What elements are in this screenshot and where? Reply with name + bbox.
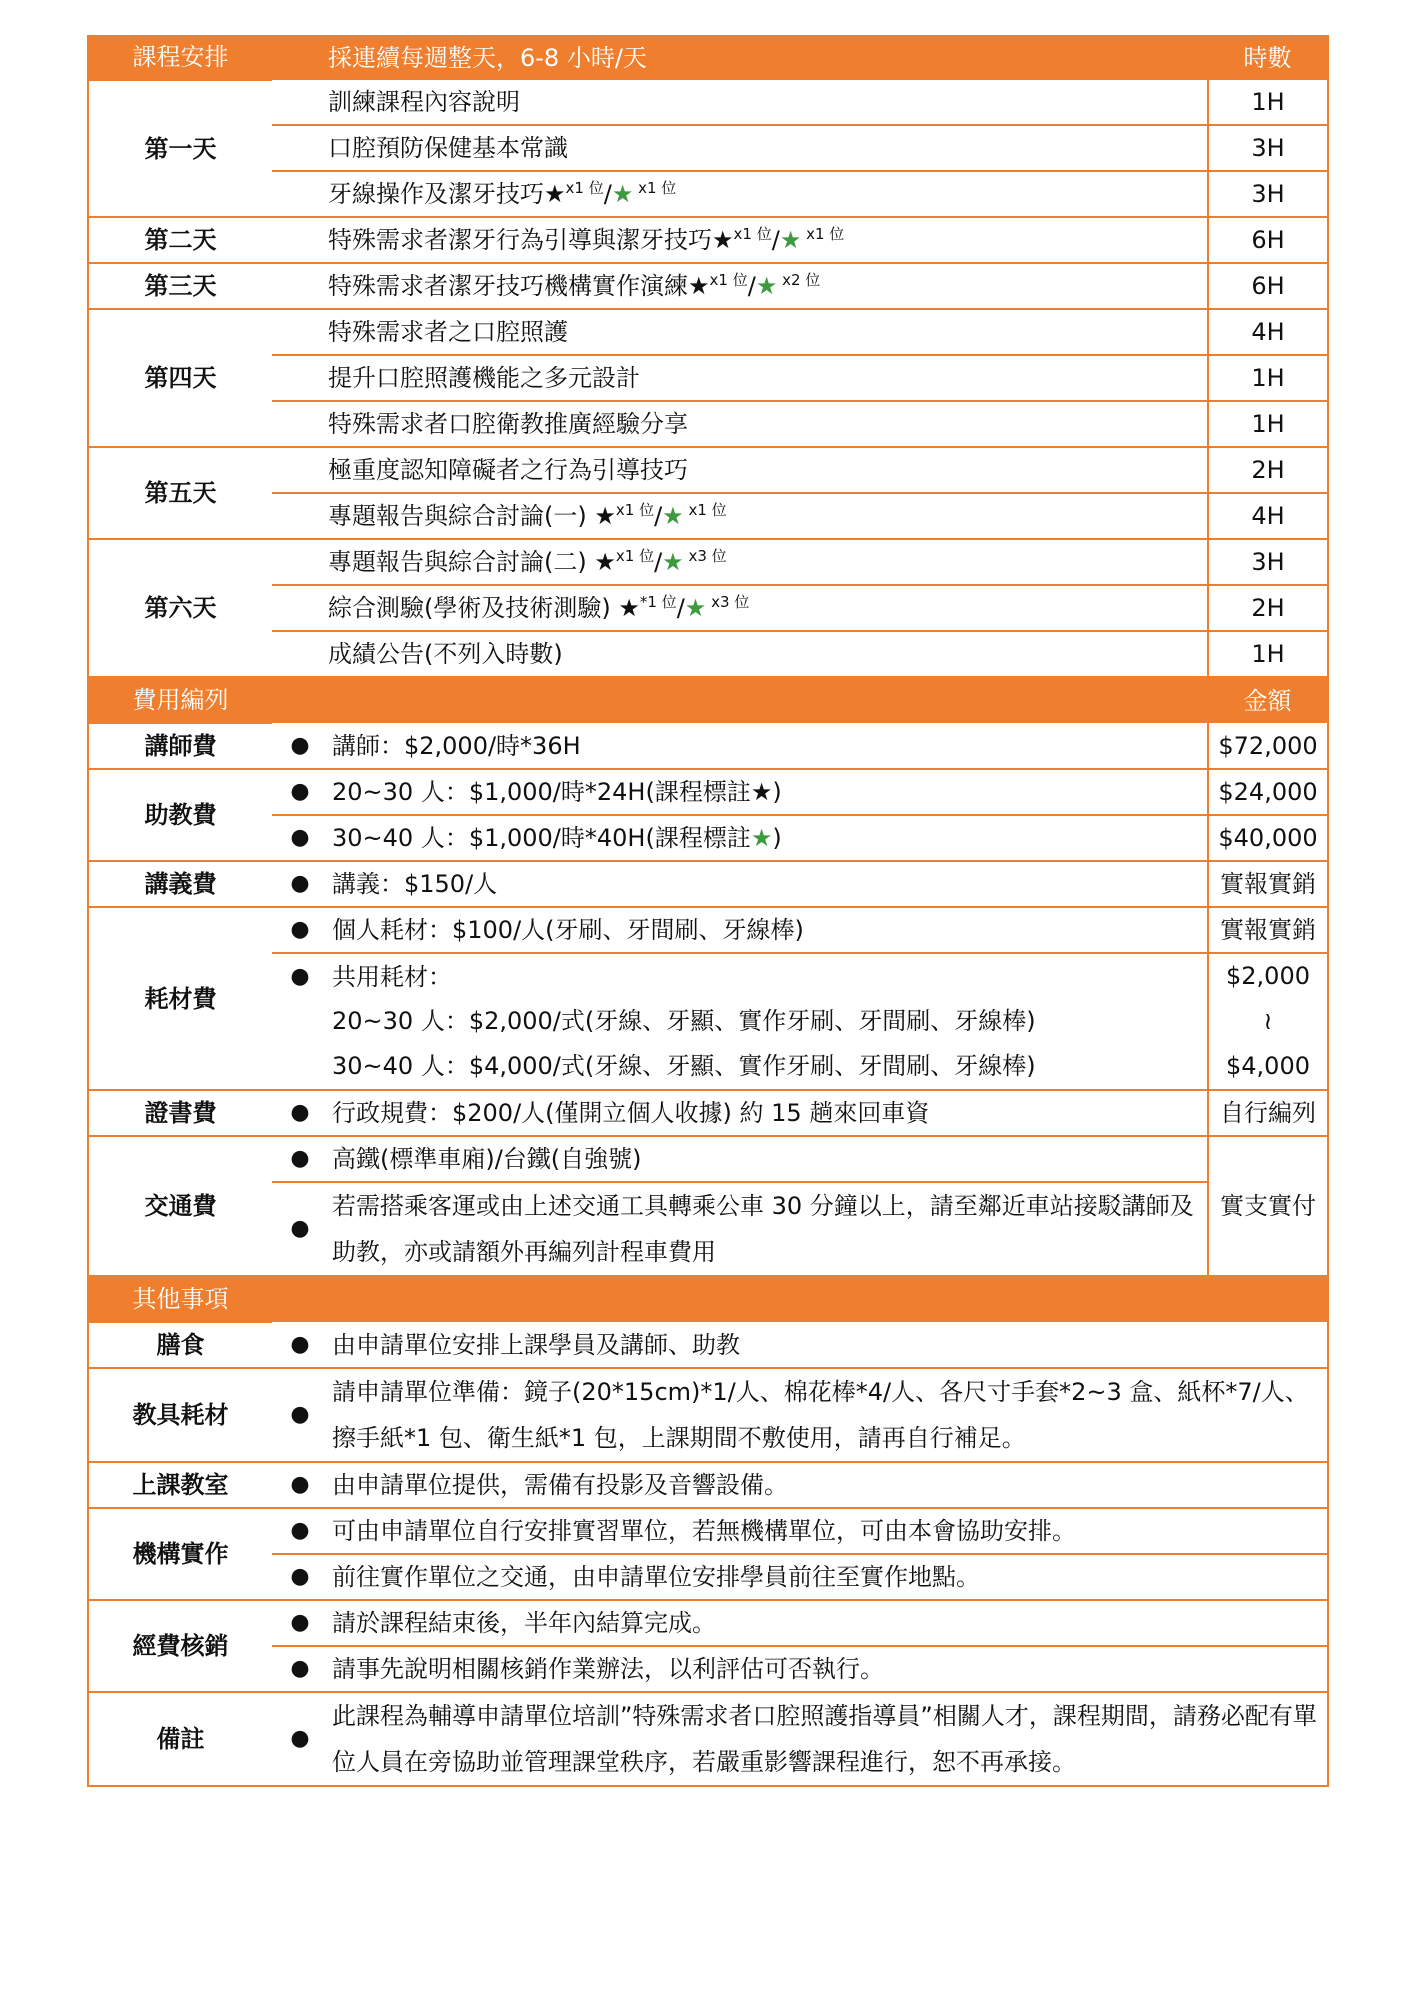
course-text: [328, 639, 1207, 669]
schedule-row: [88, 493, 1328, 539]
schedule-header: [88, 35, 1328, 80]
star-count: x1 位: [565, 179, 604, 197]
section-right-header: [1208, 1276, 1328, 1322]
bullet-icon: ●: [272, 723, 328, 769]
course-title: 專題報告與綜合討論(二): [328, 548, 595, 576]
fee-amount: $24,000: [1208, 769, 1328, 815]
schedule-row: [88, 263, 1328, 309]
hours-cell: 1H: [1208, 355, 1328, 401]
day-label: 第六天: [88, 539, 272, 677]
fee-row-materials: [88, 953, 1328, 999]
other-text: 前往實作單位之交通，由申請單位安排學員前往至實作地點。: [328, 1554, 1328, 1600]
course-title: 口腔預防保健基本常識: [328, 134, 568, 162]
black-star-icon: ★: [594, 548, 616, 576]
course-text: [328, 133, 1207, 163]
section-label: 課程安排: [88, 35, 272, 80]
green-star-count: x1 位: [801, 225, 845, 243]
hours-cell: 4H: [1208, 493, 1328, 539]
course-cell: [272, 355, 1208, 401]
fee-amount: 實報實銷: [1208, 861, 1328, 907]
fee-text: 行政規費：$200/人(僅開立個人收據) 約 15 趟來回車資: [328, 1090, 1208, 1136]
course-text: [328, 363, 1207, 393]
slash-separator: /: [603, 180, 612, 208]
fee-row-assistant: [88, 769, 1328, 815]
bullet-icon: ●: [272, 1136, 328, 1182]
green-star-icon: ★: [662, 548, 684, 576]
schedule-row: [88, 355, 1328, 401]
other-text: 請事先說明相關核銷作業辦法，以利評估可否執行。: [328, 1646, 1328, 1692]
day-label: 第二天: [88, 217, 272, 263]
other-text: 由申請單位安排上課學員及講師、助教: [328, 1322, 1328, 1368]
green-star-icon: ★: [755, 272, 778, 300]
amount-sep: ≀: [1263, 1007, 1273, 1035]
fee-text: [328, 815, 1208, 861]
bullet-icon: ●: [272, 1692, 328, 1786]
slash-separator: /: [747, 272, 756, 300]
green-star-count: x1 位: [633, 179, 677, 197]
fee-line-close: ): [772, 824, 782, 852]
section-title: [272, 1276, 1208, 1322]
fee-line: 20~30 人：$1,000/時*24H(課程標註: [332, 778, 751, 806]
other-row-supplies: [88, 1368, 1328, 1462]
green-star-icon: ★: [750, 824, 773, 852]
fee-amount: $40,000: [1208, 815, 1328, 861]
course-text: [328, 317, 1207, 347]
fee-row-materials: [88, 1044, 1328, 1090]
amount-min: $2,000: [1226, 962, 1310, 990]
slash-separator: /: [654, 502, 663, 530]
green-star-count: x2 位: [777, 271, 821, 289]
bullet-icon: ●: [272, 1368, 328, 1462]
section-right-header: 金額: [1208, 677, 1328, 723]
bullet-icon: ●: [290, 963, 310, 989]
fee-label: 講義費: [88, 861, 272, 907]
fee-line-close: ): [772, 778, 782, 806]
course-title: 特殊需求者口腔衛教推廣經驗分享: [328, 410, 688, 438]
course-title: 極重度認知障礙者之行為引導技巧: [328, 456, 688, 484]
course-cell: [272, 585, 1208, 631]
schedule-row: [88, 171, 1328, 217]
schedule-row: [88, 631, 1328, 677]
schedule-row: [88, 585, 1328, 631]
fee-text: 20~30 人：$2,000/式(牙線、牙顯、實作牙刷、牙間刷、牙線棒): [332, 1007, 1036, 1036]
other-header: [88, 1276, 1328, 1322]
course-cell: [272, 125, 1208, 171]
hours-cell: 6H: [1208, 217, 1328, 263]
green-star-icon: ★: [684, 594, 707, 622]
slash-separator: /: [654, 548, 663, 576]
other-row-audit: [88, 1646, 1328, 1692]
course-title: 特殊需求者之口腔照護: [328, 318, 568, 346]
hours-cell: 3H: [1208, 125, 1328, 171]
fee-text: [328, 769, 1208, 815]
course-plan-table: [87, 35, 1329, 1787]
star-count: x1 位: [615, 547, 655, 565]
course-cell: [272, 263, 1208, 309]
black-star-icon: ★: [544, 180, 566, 208]
other-row-audit: [88, 1600, 1328, 1646]
course-title: 專題報告與綜合討論(一): [328, 502, 595, 530]
course-cell: [272, 309, 1208, 355]
course-title: 牙線操作及潔牙技巧: [328, 180, 544, 208]
bullet-icon: [272, 1044, 328, 1090]
other-label: 膳食: [88, 1322, 272, 1368]
fee-label: 證書費: [88, 1090, 272, 1136]
fee-row-assistant: [88, 815, 1328, 861]
other-label: 上課教室: [88, 1462, 272, 1508]
fee-amount: 實報實銷: [1208, 907, 1328, 953]
other-text: 請申請單位準備：鏡子(20*15cm)*1/人、棉花棒*4/人、各尺寸手套*2~3 盒、紙杯*7/人、擦手紙*1 包、衛生紙*1 包，上課期間不敷使用，請再自行補足。: [328, 1368, 1328, 1462]
course-title: 成績公告(不列入時數): [328, 640, 563, 668]
course-cell: [272, 217, 1208, 263]
bullet-icon: ●: [272, 1600, 328, 1646]
course-cell: [272, 447, 1208, 493]
black-star-icon: ★: [750, 778, 773, 806]
course-text: [328, 225, 1207, 255]
schedule-row: [88, 401, 1328, 447]
course-title: 訓練課程內容說明: [328, 88, 520, 116]
fee-text: 個人耗材：$100/人(牙刷、牙間刷、牙線棒): [328, 907, 1208, 953]
other-text: 請於課程結束後，半年內結算完成。: [328, 1600, 1328, 1646]
course-cell: [272, 80, 1208, 125]
slash-separator: /: [676, 594, 685, 622]
amount-range: [1209, 954, 1327, 1089]
fee-row-lecturer: [88, 723, 1328, 769]
schedule-row: [88, 309, 1328, 355]
course-text: [328, 87, 1207, 117]
slash-separator: /: [771, 226, 780, 254]
course-cell: [272, 631, 1208, 677]
other-row-classroom: [88, 1462, 1328, 1508]
fee-label: 助教費: [88, 769, 272, 861]
course-title: 提升口腔照護機能之多元設計: [328, 364, 640, 392]
schedule-row: [88, 125, 1328, 171]
fee-text: 共用耗材：: [332, 962, 452, 991]
fee-row-transport: [88, 1136, 1328, 1182]
other-label: 機構實作: [88, 1508, 272, 1600]
bullet-icon: ●: [272, 1646, 328, 1692]
fee-row-handout: [88, 861, 1328, 907]
day-label: 第三天: [88, 263, 272, 309]
hours-cell: 6H: [1208, 263, 1328, 309]
fee-text: 30~40 人：$4,000/式(牙線、牙顯、實作牙刷、牙間刷、牙線棒): [328, 1044, 1208, 1090]
hours-cell: 1H: [1208, 631, 1328, 677]
hours-cell: 4H: [1208, 309, 1328, 355]
other-text: 由申請單位提供，需備有投影及音響設備。: [328, 1462, 1328, 1508]
fee-row-materials: [88, 999, 1328, 1044]
fee-row-materials: [88, 907, 1328, 953]
bullet-icon: ●: [272, 1182, 328, 1276]
fee-label: 耗材費: [88, 907, 272, 1090]
other-label: 教具耗材: [88, 1368, 272, 1462]
course-cell: [272, 171, 1208, 217]
black-star-icon: ★: [618, 594, 640, 622]
fee-label: 講師費: [88, 723, 272, 769]
day-label: 第一天: [88, 80, 272, 217]
bullet-icon: ●: [272, 861, 328, 907]
amount-max: $4,000: [1226, 1052, 1310, 1080]
course-title: 特殊需求者潔牙行為引導與潔牙技巧: [328, 226, 712, 254]
course-text: [328, 593, 1207, 623]
fee-text: 若需搭乘客運或由上述交通工具轉乘公車 30 分鐘以上，請至鄰近車站接駁講師及助教，亦或請額外再編列計程車費用: [328, 1182, 1208, 1276]
course-title: 綜合測驗(學術及技術測驗): [328, 594, 619, 622]
fees-header: [88, 677, 1328, 723]
course-cell: [272, 493, 1208, 539]
bullet-icon: ●: [272, 1090, 328, 1136]
green-star-count: x3 位: [683, 547, 727, 565]
black-star-icon: ★: [594, 502, 616, 530]
fee-amount: $72,000: [1208, 723, 1328, 769]
course-title: 特殊需求者潔牙技巧機構實作演練: [328, 272, 688, 300]
bullet-icon: [272, 999, 328, 1044]
other-row-practice: [88, 1554, 1328, 1600]
other-label: 備註: [88, 1692, 272, 1786]
section-title: [272, 677, 1208, 723]
schedule-row: [88, 217, 1328, 263]
fee-amount: [1208, 953, 1328, 1090]
bullet-icon: ●: [272, 1322, 328, 1368]
fee-label: 交通費: [88, 1136, 272, 1276]
other-row-practice: [88, 1508, 1328, 1554]
course-text: [328, 409, 1207, 439]
course-plan-document: [87, 35, 1327, 1787]
other-row-meals: [88, 1322, 1328, 1368]
fee-line: 30~40 人：$1,000/時*40H(課程標註: [332, 824, 751, 852]
day-label: 第四天: [88, 309, 272, 447]
fee-amount: 實支實付: [1208, 1136, 1328, 1276]
bullet-icon: ●: [272, 769, 328, 815]
course-text: [328, 271, 1207, 301]
green-star-icon: ★: [779, 226, 802, 254]
course-cell: [272, 539, 1208, 585]
course-text: [328, 179, 1207, 209]
star-count: x1 位: [615, 501, 655, 519]
green-star-icon: ★: [611, 180, 634, 208]
bullet-icon: ●: [272, 1508, 328, 1554]
section-label: 費用編列: [88, 677, 272, 723]
schedule-row: [88, 447, 1328, 493]
black-star-icon: ★: [688, 272, 710, 300]
green-star-count: x1 位: [683, 501, 727, 519]
black-star-icon: ★: [712, 226, 734, 254]
course-text: [328, 455, 1207, 485]
bullet-icon: ●: [272, 1554, 328, 1600]
other-text: 此課程為輔導申請單位培訓”特殊需求者口腔照護指導員”相關人才，課程期間，請務必配有單位人員在旁協助並管理課堂秩序，若嚴重影響課程進行，恕不再承接。: [328, 1692, 1328, 1786]
day-label: 第五天: [88, 447, 272, 539]
course-text: [328, 501, 1207, 531]
fee-text: 高鐵(標準車廂)/台鐵(自強號): [328, 1136, 1208, 1182]
green-star-icon: ★: [662, 502, 684, 530]
star-count: x1 位: [709, 271, 748, 289]
section-title: 採連續每週整天，6-8 小時/天: [272, 35, 1208, 80]
section-right-header: 時數: [1208, 35, 1328, 80]
green-star-count: x3 位: [706, 593, 750, 611]
star-count: x1 位: [733, 225, 772, 243]
other-row-notes: [88, 1692, 1328, 1786]
section-label: 其他事項: [88, 1276, 272, 1322]
fee-amount: 自行編列: [1208, 1090, 1328, 1136]
course-cell: [272, 401, 1208, 447]
other-label: 經費核銷: [88, 1600, 272, 1692]
bullet-icon: ●: [272, 907, 328, 953]
star-count: *1 位: [639, 593, 677, 611]
hours-cell: 1H: [1208, 401, 1328, 447]
hours-cell: 3H: [1208, 171, 1328, 217]
bullet-icon: ●: [272, 1462, 328, 1508]
schedule-row: [88, 80, 1328, 125]
hours-cell: 3H: [1208, 539, 1328, 585]
hours-cell: 2H: [1208, 447, 1328, 493]
fee-text: 講義：$150/人: [328, 861, 1208, 907]
course-text: [328, 547, 1207, 577]
schedule-row: [88, 539, 1328, 585]
fee-row-certificate: [88, 1090, 1328, 1136]
fee-row-transport: [88, 1182, 1328, 1276]
hours-cell: 1H: [1208, 80, 1328, 125]
hours-cell: 2H: [1208, 585, 1328, 631]
other-text: 可由申請單位自行安排實習單位，若無機構單位，可由本會協助安排。: [328, 1508, 1328, 1554]
bullet-icon: ●: [272, 815, 328, 861]
fee-text: 講師：$2,000/時*36H: [328, 723, 1208, 769]
